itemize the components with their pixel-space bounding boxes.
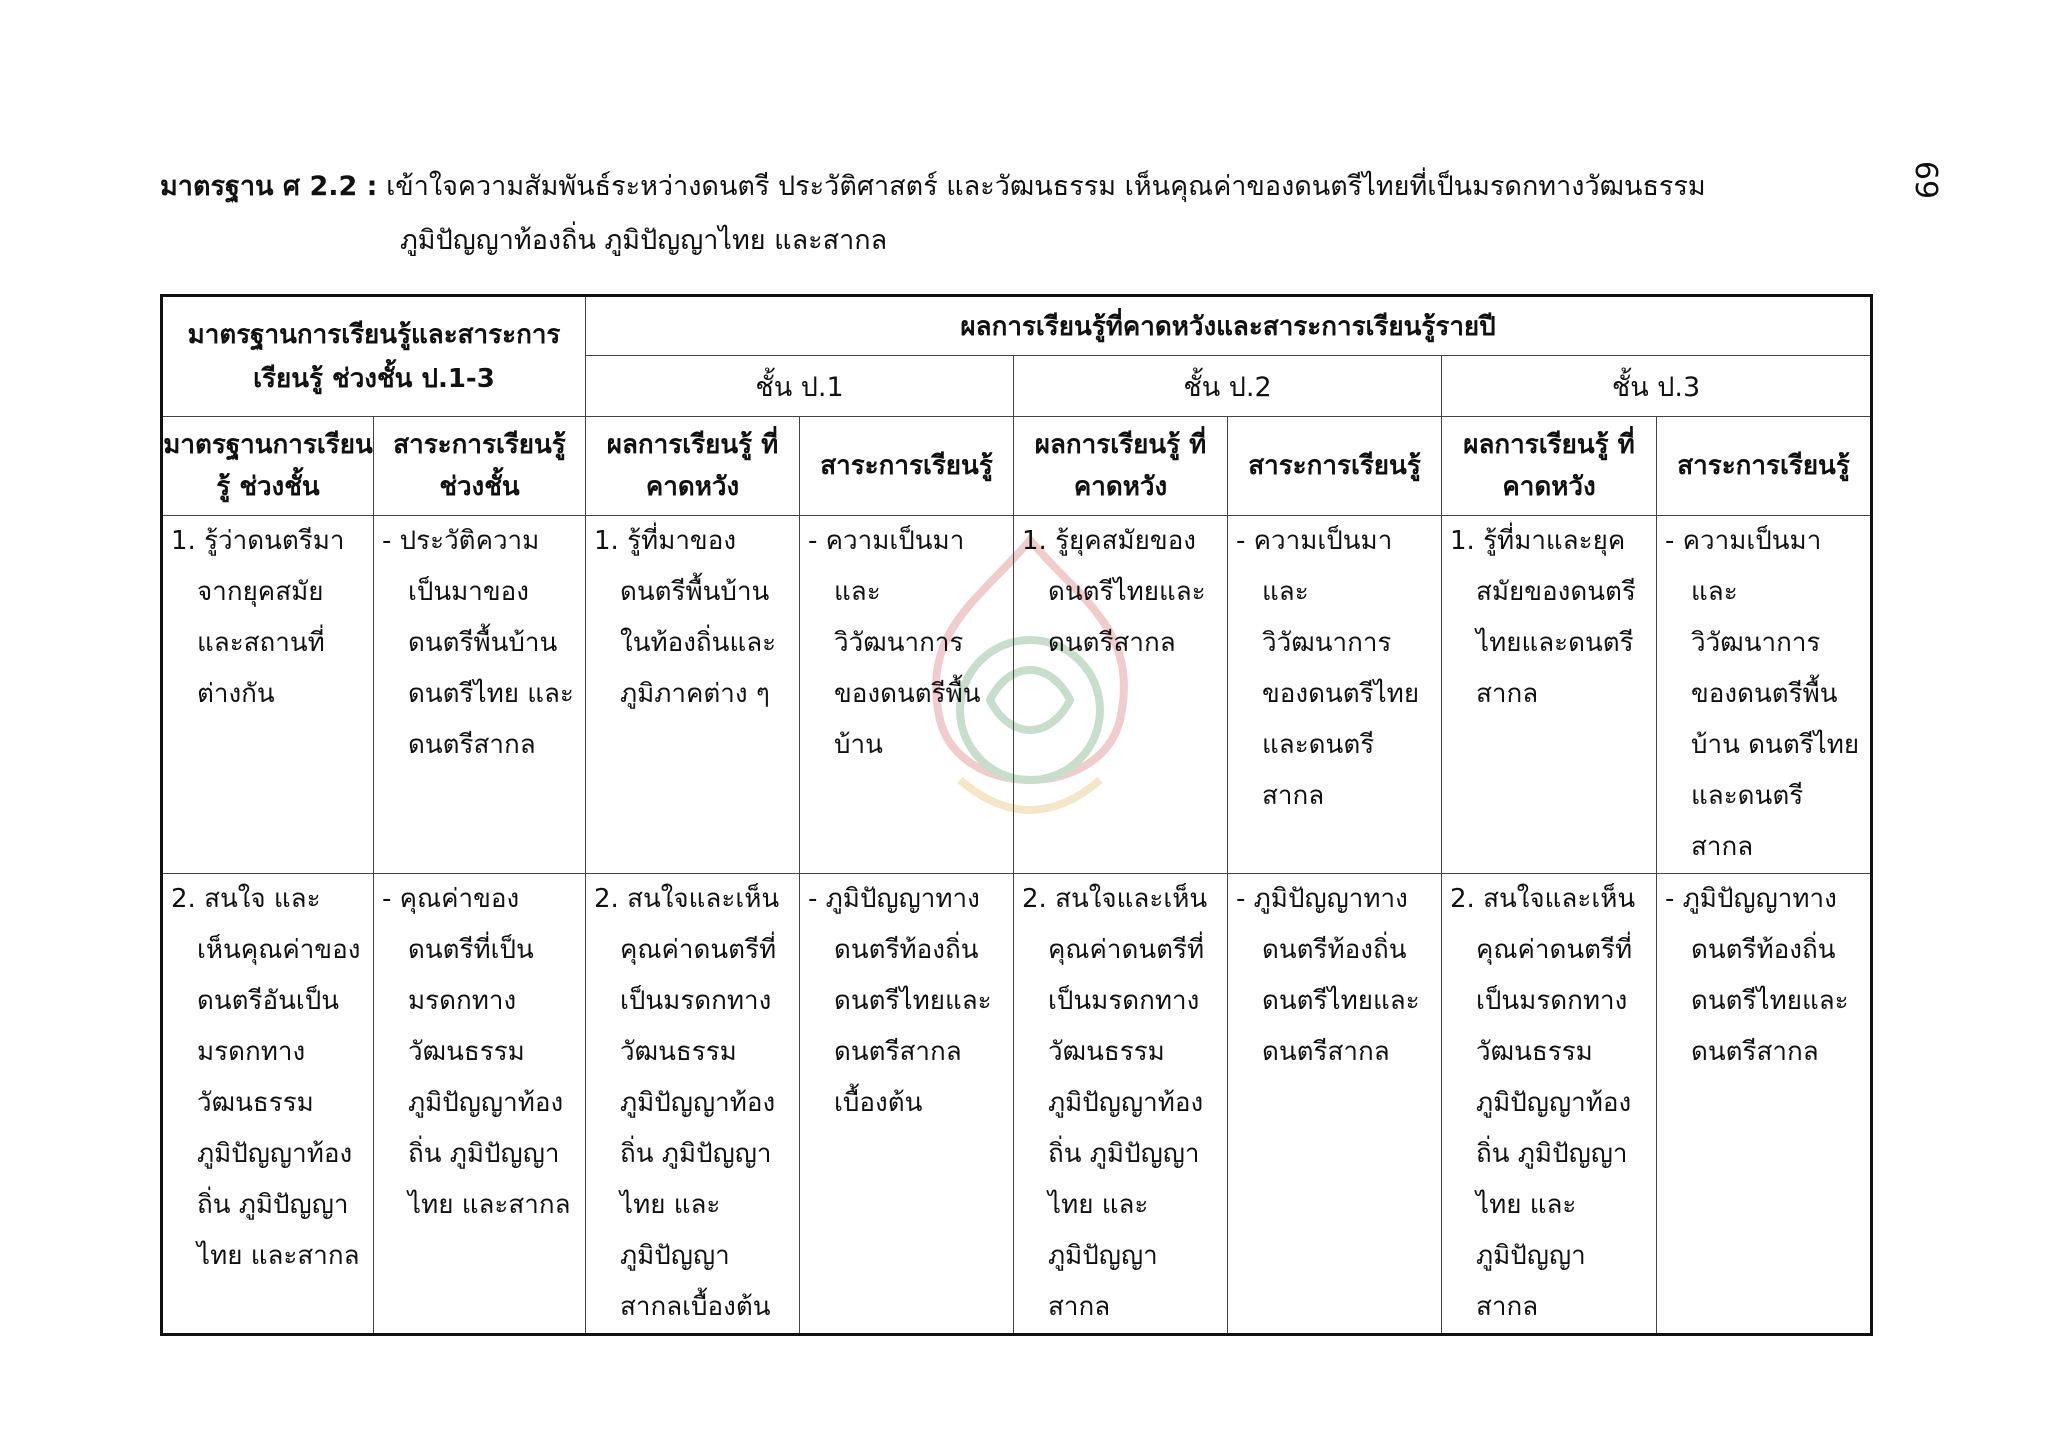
cell-text: - ภูมิปัญญาทางดนตรีท้องถิ่น ดนตรีไทยและดนตรีสากลเบื้องต้น: [808, 884, 992, 1118]
table-cell: [1014, 516, 1228, 874]
subheader: ผลการเรียนรู้ ที่คาดหวัง: [1014, 417, 1228, 516]
page-number: 69: [1908, 160, 1944, 200]
table-cell: [1228, 874, 1442, 1335]
table-cell: [1657, 516, 1872, 874]
cell-text: - ความเป็นมาและวิวัฒนาการของดนตรีพื้นบ้าน: [808, 526, 981, 760]
curriculum-table: [160, 294, 1873, 1336]
table-cell: [374, 874, 586, 1335]
subheader: สาระการเรียนรู้: [1657, 417, 1872, 516]
table-cell: [586, 516, 800, 874]
table-cell: [162, 516, 374, 874]
cell-text: - ภูมิปัญญาทางดนตรีท้องถิ่น ดนตรีไทยและดนตรีสากล: [1665, 884, 1849, 1067]
cell-text: 1. รู้ยุคสมัยของดนตรีไทยและดนตรีสากล: [1022, 526, 1206, 658]
cell-text: - ประวัติความเป็นมาของดนตรีพื้นบ้าน ดนตรีไทย และดนตรีสากล: [382, 526, 574, 760]
table-cell: [1228, 516, 1442, 874]
table-row: [162, 874, 1872, 1335]
cell-text: - คุณค่าของดนตรีที่เป็นมรดกทางวัฒนธรรม ภูมิปัญญาท้องถิ่น ภูมิปัญญาไทย และสากล: [382, 884, 571, 1220]
grade-header: ชั้น ป.1: [586, 356, 1014, 417]
subheader: มาตรฐานการเรียนรู้ ช่วงชั้น: [162, 417, 374, 516]
cell-text: 1. รู้ว่าดนตรีมาจากยุคสมัยและสถานที่ต่างกัน: [171, 526, 345, 709]
standard-text-line2: ภูมิปัญญาท้องถิ่น ภูมิปัญญาไทย และสากล: [400, 225, 888, 256]
table-cell: [800, 874, 1014, 1335]
cell-text: 2. สนใจและเห็นคุณค่าดนตรีที่เป็นมรดกทางวัฒนธรรม ภูมิปัญญาท้องถิ่น ภูมิปัญญาไทย และภูมิปัญญาสากลเบื้องต้น: [594, 884, 780, 1322]
cell-text: 1. รู้ที่มาของดนตรีพื้นบ้านในท้องถิ่นและภูมิภาคต่าง ๆ: [594, 526, 777, 709]
table-cell: [162, 874, 374, 1335]
grade-header: ชั้น ป.2: [1014, 356, 1442, 417]
header-right: ผลการเรียนรู้ที่คาดหวังและสาระการเรียนรู้รายปี: [586, 296, 1872, 356]
cell-text: - ความเป็นมาและวิวัฒนาการของดนตรีพื้นบ้าน ดนตรีไทย และดนตรีสากล: [1665, 526, 1860, 862]
table-cell: [800, 516, 1014, 874]
table-row: [162, 516, 1872, 874]
cell-text: - ภูมิปัญญาทางดนตรีท้องถิ่น ดนตรีไทยและดนตรีสากล: [1236, 884, 1420, 1067]
subheader: สาระการเรียนรู้: [1228, 417, 1442, 516]
subheader: สาระการเรียนรู้: [800, 417, 1014, 516]
standard-label: มาตรฐาน ศ 2.2 :: [160, 171, 378, 202]
table-cell: [1442, 516, 1657, 874]
standard-heading: [160, 160, 1880, 268]
table-cell: [374, 516, 586, 874]
subheader: สาระการเรียนรู้ ช่วงชั้น: [374, 417, 586, 516]
table-cell: [1014, 874, 1228, 1335]
grade-header: ชั้น ป.3: [1442, 356, 1872, 417]
cell-text: 2. สนใจและเห็นคุณค่าดนตรีที่เป็นมรดกทางวัฒนธรรม ภูมิปัญญาท้องถิ่น ภูมิปัญญาไทย และภูมิปัญญาสากล: [1450, 884, 1636, 1322]
table-cell: [1442, 874, 1657, 1335]
subheader: ผลการเรียนรู้ ที่คาดหวัง: [1442, 417, 1657, 516]
table-cell: [1657, 874, 1872, 1335]
standard-text-line1: เข้าใจความสัมพันธ์ระหว่างดนตรี ประวัติศาสตร์ และวัฒนธรรม เห็นคุณค่าของดนตรีไทยที่เป็นมรดกทางวัฒนธรรม: [386, 171, 1706, 202]
header-left: มาตรฐานการเรียนรู้และสาระการเรียนรู้ ช่วงชั้น ป.1-3: [162, 296, 586, 417]
cell-text: 2. สนใจและเห็นคุณค่าดนตรีที่เป็นมรดกทางวัฒนธรรม ภูมิปัญญาท้องถิ่น ภูมิปัญญาไทย และภูมิปัญญาสากล: [1022, 884, 1208, 1322]
cell-text: 1. รู้ที่มาและยุคสมัยของดนตรีไทยและดนตรีสากล: [1450, 526, 1636, 709]
table-cell: [586, 874, 800, 1335]
cell-text: 2. สนใจ และเห็นคุณค่าของดนตรีอันเป็นมรดกทางวัฒนธรรม ภูมิปัญญาท้องถิ่น ภูมิปัญญาไทย และสากล: [171, 884, 361, 1271]
subheader: ผลการเรียนรู้ ที่คาดหวัง: [586, 417, 800, 516]
cell-text: - ความเป็นมาและวิวัฒนาการของดนตรีไทยและดนตรีสากล: [1236, 526, 1420, 811]
